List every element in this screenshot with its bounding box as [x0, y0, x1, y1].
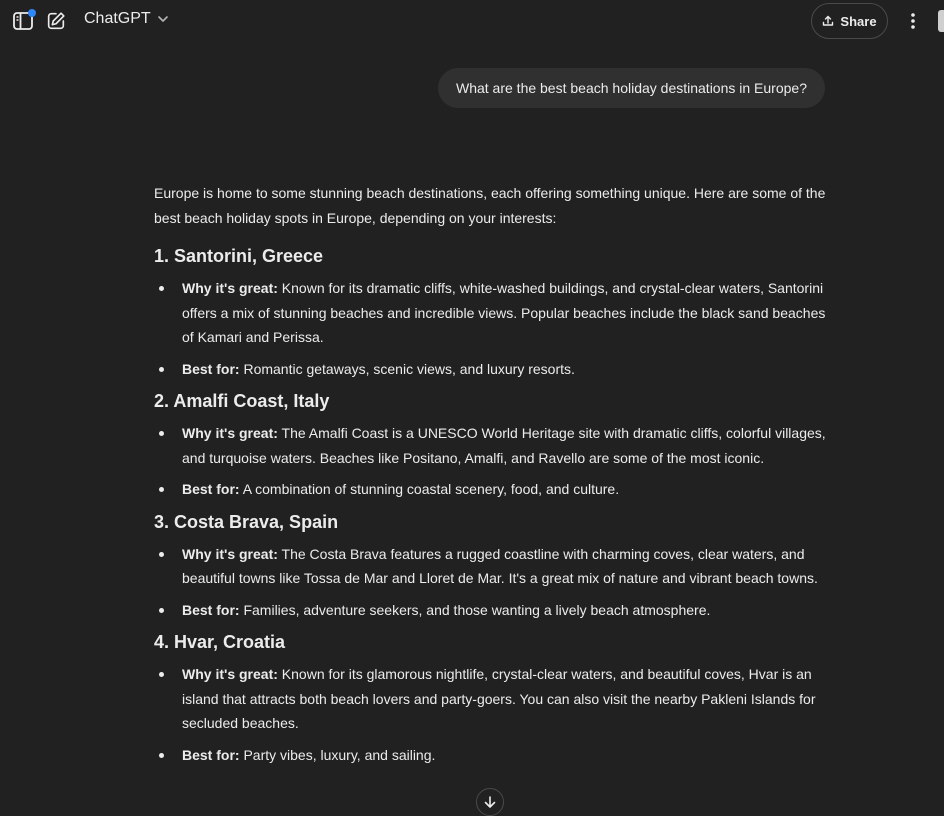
- more-vertical-icon: [903, 11, 923, 31]
- why-text: The Amalfi Coast is a UNESCO World Heritage site with dramatic cliffs, colorful villages, and turquoise waters. Beaches like Positano, Amalfi, and Ravello are some of the most iconic.: [182, 425, 826, 466]
- destination-section: [154, 389, 834, 502]
- list-item: [154, 743, 834, 768]
- why-text: Known for its dramatic cliffs, white-washed buildings, and crystal-clear waters, Santorini offers a mix of stunning beaches and incredible views. Popular beaches include the black sand beaches of Kamari and Perissa.: [182, 280, 826, 345]
- why-label: Why it's great:: [182, 280, 278, 296]
- why-label: Why it's great:: [182, 425, 278, 441]
- window-edge-handle: [938, 10, 944, 32]
- section-title: 1. Santorini, Greece: [154, 246, 324, 266]
- best-label: Best for:: [182, 746, 240, 763]
- share-button[interactable]: [811, 3, 888, 39]
- section-title: 3. Costa Brava, Spain: [154, 511, 339, 532]
- bullet-list: [154, 542, 834, 623]
- destination-section: [154, 510, 834, 623]
- arrow-down-icon: [483, 795, 497, 809]
- section-title: 2. Amalfi Coast, Italy: [154, 391, 330, 411]
- section-title: 4. Hvar, Croatia: [154, 632, 286, 652]
- list-item: [154, 276, 834, 350]
- assistant-intro: Europe is home to some stunning beach destinations, each offering something unique. Here are some of the best beach holiday spots in Europe, depending on your interests:: [154, 185, 826, 226]
- sidebar-toggle-button[interactable]: [9, 7, 37, 35]
- bullet-list: [154, 421, 834, 502]
- best-text: Romantic getaways, scenic views, and luxury resorts.: [243, 360, 575, 377]
- user-message-text: What are the best beach holiday destinations in Europe?: [455, 80, 807, 96]
- why-label: Why it's great:: [182, 545, 278, 562]
- chevron-down-icon: [157, 13, 169, 25]
- best-text: Party vibes, luxury, and sailing.: [243, 746, 436, 763]
- share-label: Share: [840, 13, 877, 29]
- model-selector[interactable]: [84, 10, 169, 28]
- destination-section: [154, 630, 834, 767]
- new-chat-button[interactable]: [42, 7, 70, 35]
- list-item: [154, 598, 834, 623]
- list-item: [154, 357, 834, 382]
- best-text: Families, adventure seekers, and those wanting a lively beach atmosphere.: [243, 601, 711, 618]
- assistant-message: [154, 181, 834, 775]
- best-label: Best for:: [182, 601, 240, 618]
- best-text: A combination of stunning coastal scenery, food, and culture.: [242, 481, 620, 497]
- list-item: [154, 662, 834, 736]
- why-label: Why it's great:: [182, 666, 278, 682]
- more-options-button[interactable]: [899, 7, 927, 35]
- list-item: [154, 477, 834, 502]
- list-item: [154, 421, 834, 470]
- best-label: Best for:: [182, 360, 240, 377]
- bullet-list: [154, 276, 834, 381]
- model-name: ChatGPT: [84, 10, 151, 27]
- destination-section: [154, 244, 834, 381]
- top-bar: [0, 0, 944, 42]
- notification-dot: [28, 9, 36, 17]
- best-label: Best for:: [182, 481, 240, 497]
- why-text: The Costa Brava features a rugged coastline with charming coves, clear waters, and beautiful towns like Tossa de Mar and Lloret de Mar. It's a great mix of nature and vibrant beach towns.: [182, 545, 818, 586]
- list-item: [154, 542, 834, 591]
- user-message-bubble: [438, 68, 825, 108]
- new-chat-icon: [45, 10, 67, 32]
- why-text: Known for its glamorous nightlife, crystal-clear waters, and beautiful coves, Hvar is an island that attracts both beach lovers and party-goers. You can also visit the nearby Pakleni Islands for secluded beaches.: [182, 666, 816, 731]
- share-icon: [822, 15, 834, 27]
- bullet-list: [154, 662, 834, 767]
- scroll-to-bottom-button[interactable]: [476, 788, 504, 816]
